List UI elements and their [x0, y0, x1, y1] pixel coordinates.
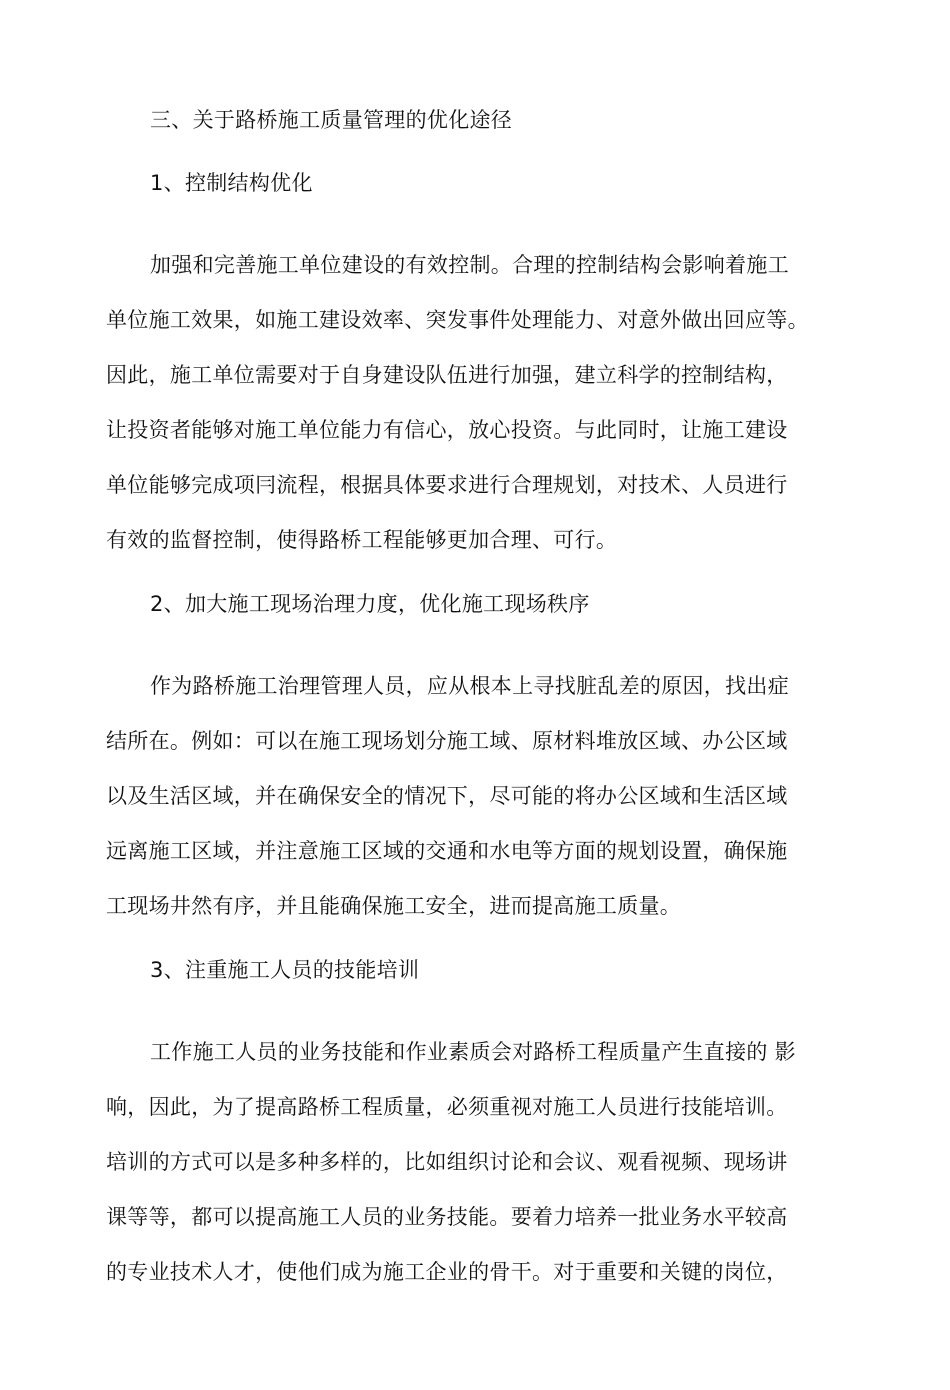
section2-paragraph-line: 工现场井然有序，并且能确保施工安全，进而提高施工质量。	[106, 894, 682, 918]
section1-paragraph-line: 让投资者能够对施工单位能力有信心，放心投资。与此同时，让施工建设	[106, 418, 788, 442]
section2-paragraph-line: 远离施工区域，并注意施工区域的交通和水电等方面的规划设置，确保施	[106, 839, 788, 863]
section2-title: 2、加大施工现场治理力度，优化施工现场秩序	[150, 592, 590, 616]
section2-paragraph-line: 作为路桥施工治理管理人员，应从根本上寻找脏乱差的原因，找出症	[150, 674, 789, 698]
section2-paragraph-line: 以及生活区域，并在确保安全的情况下，尽可能的将办公区域和生活区域	[106, 784, 788, 808]
section1-title: 1、控制结构优化	[150, 171, 313, 195]
section1-paragraph-line: 因此，施工单位需要对于自身建设队伍进行加强，建立科学的控制结构，	[106, 363, 788, 387]
section1-paragraph-line: 有效的监督控制，使得路桥工程能够更加合理、可行。	[106, 528, 618, 552]
section3-paragraph-line: 课等等，都可以提高施工人员的业务技能。要着力培养一批业务水平较高	[106, 1205, 788, 1229]
section3-paragraph-line: 工作施工人员的业务技能和作业素质会对路桥工程质量产生直接的 影	[150, 1040, 796, 1064]
section-heading-main: 三、关于路桥施工质量管理的优化途径	[150, 108, 513, 132]
section1-paragraph-line: 加强和完善施工单位建设的有效控制。合理的控制结构会影响着施工	[150, 253, 789, 277]
section1-paragraph-line: 单位能够完成项冃流程，根据具体要求进行合理规划，对技术、人员进行	[106, 473, 788, 497]
section3-paragraph-line: 响，因此，为了提高路桥工程质量，必须重视对施工人员进行技能培训。	[106, 1095, 788, 1119]
section2-paragraph-line: 结所在。例如：可以在施工现场划分施工域、原材料堆放区域、办公区域	[106, 729, 788, 753]
section1-paragraph-line: 单位施工效果，如施工建设效率、突发事件处理能力、对意外做出回应等。	[106, 308, 809, 332]
section3-title: 3、注重施工人员的技能培训	[150, 958, 420, 982]
section3-paragraph-line: 培训的方式可以是多种多样的，比如组织讨论和会议、观看视频、现场讲	[106, 1150, 788, 1174]
section3-paragraph-line: 的专业技术人才，使他们成为施工企业的骨干。对于重要和关键的岗位，	[106, 1260, 788, 1284]
